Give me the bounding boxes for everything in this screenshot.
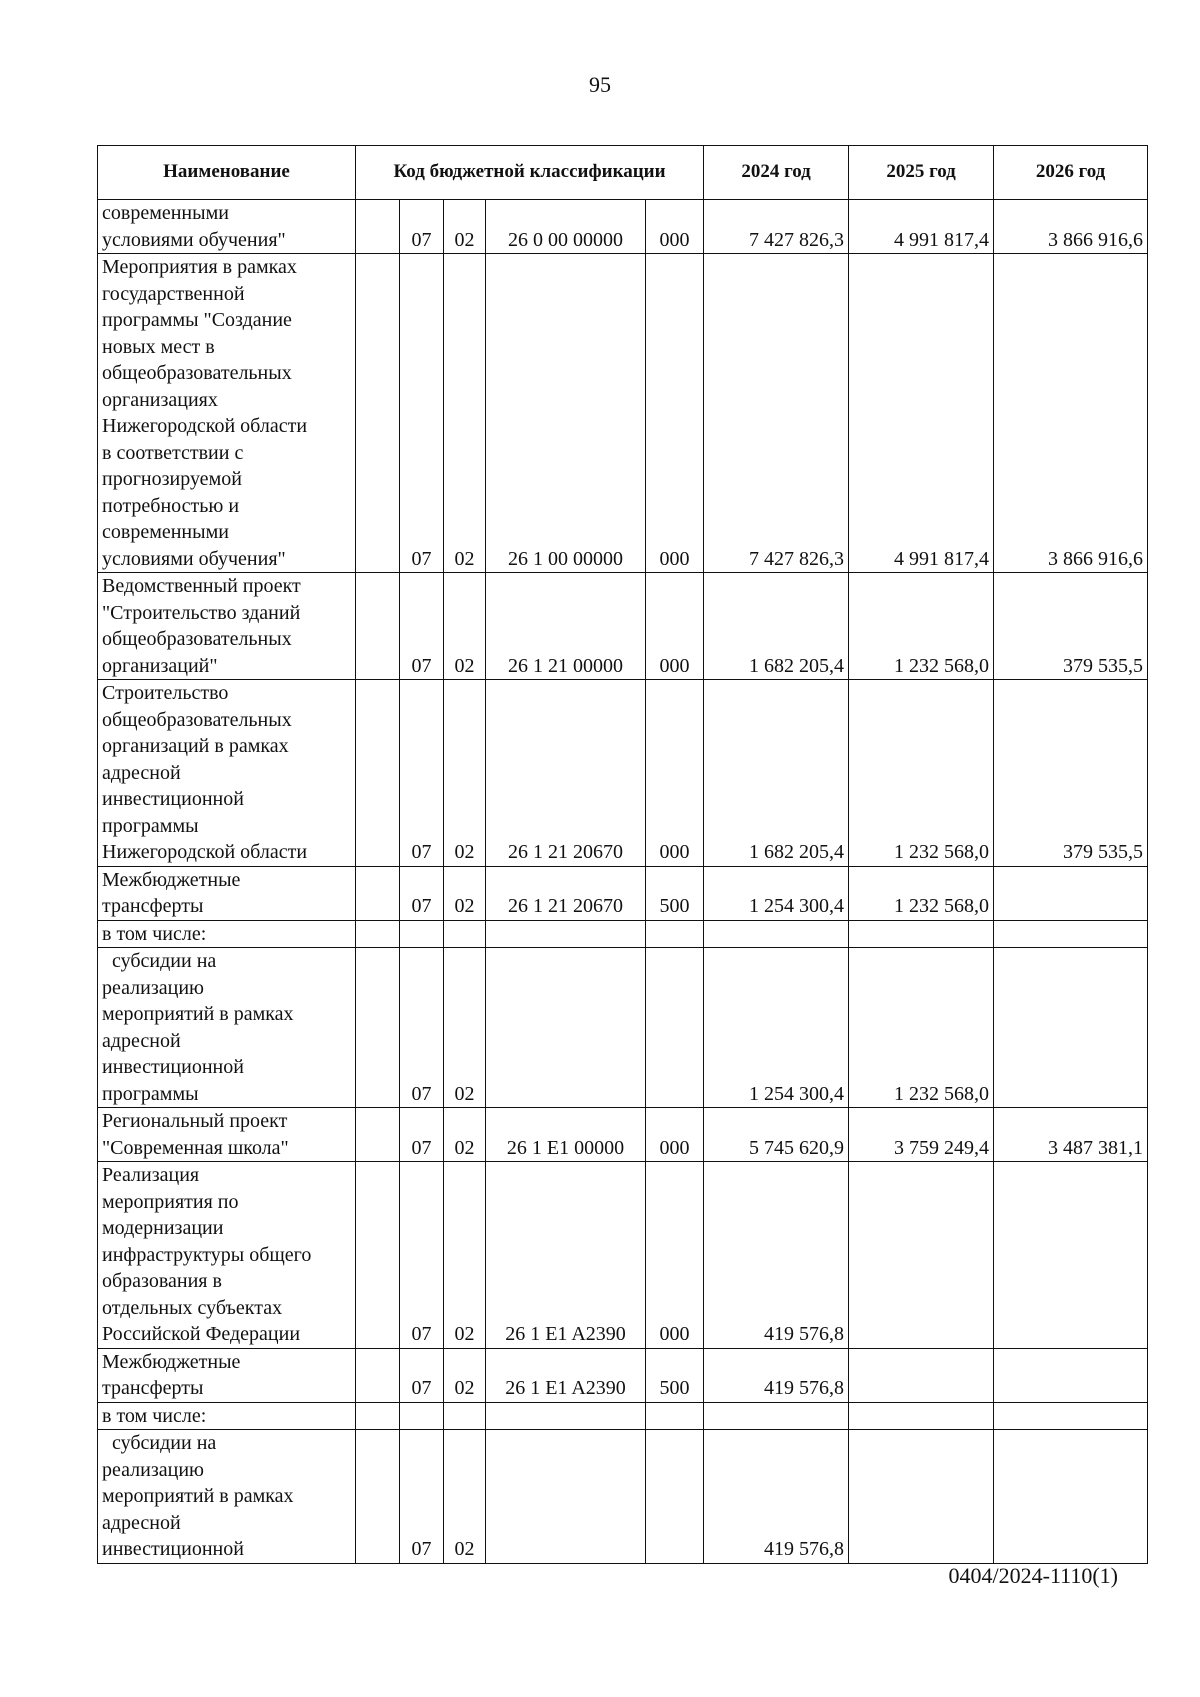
cell-2025 [849,1402,994,1430]
document-code: 0404/2024-1110(1) [948,1563,1118,1588]
cell-subsection: 02 [444,1430,486,1564]
cell-subsection: 02 [444,1108,486,1162]
cell-2026: 379 535,5 [994,680,1148,867]
cell-subsection: 02 [444,1162,486,1349]
table-row [98,948,1148,1108]
table-row [98,1162,1148,1349]
cell-2026: 3 487 381,1 [994,1108,1148,1162]
table-row [98,1430,1148,1564]
cell-section: 07 [400,254,444,573]
cell-section: 07 [400,573,444,680]
cell-2026 [994,1348,1148,1402]
cell-subsection: 02 [444,866,486,920]
cell-2025 [849,1162,994,1349]
cell-section: 07 [400,680,444,867]
table-row [98,680,1148,867]
table-row [98,920,1148,948]
cell-2026: 379 535,5 [994,573,1148,680]
cell-subsection [444,920,486,948]
cell-2026 [994,920,1148,948]
cell-expense-code [646,920,704,948]
cell-2026 [994,866,1148,920]
header-2024: 2024 год [704,146,849,200]
cell-target-code: 26 1 E1 A2390 [486,1348,646,1402]
cell-section: 07 [400,866,444,920]
cell-2024: 1 682 205,4 [704,573,849,680]
table-row [98,1108,1148,1162]
cell-2026 [994,1430,1148,1564]
cell-subsection [444,1402,486,1430]
cell-subsection: 02 [444,200,486,254]
cell-name: современными условиями обучения" [98,200,356,254]
cell-2024: 419 576,8 [704,1348,849,1402]
cell-section: 07 [400,1430,444,1564]
cell-2026 [994,1162,1148,1349]
page-number: 95 [589,72,611,97]
cell-name: Ведомственный проект "Строительство зданий общеобразовательных организаций" [98,573,356,680]
cell-name: субсидии на реализацию мероприятий в рамках адресной инвестиционной [98,1430,356,1564]
cell-name: Межбюджетные трансферты [98,866,356,920]
cell-expense-code: 000 [646,573,704,680]
cell-blank [356,1402,400,1430]
cell-2024: 419 576,8 [704,1162,849,1349]
cell-expense-code [646,1430,704,1564]
cell-2025: 1 232 568,0 [849,866,994,920]
cell-section: 07 [400,1348,444,1402]
cell-expense-code [646,948,704,1108]
cell-2025: 1 232 568,0 [849,680,994,867]
cell-name: Межбюджетные трансферты [98,1348,356,1402]
cell-2024: 1 682 205,4 [704,680,849,867]
cell-expense-code: 000 [646,254,704,573]
cell-2024 [704,920,849,948]
cell-section: 07 [400,1108,444,1162]
table-row [98,200,1148,254]
cell-2025: 1 232 568,0 [849,948,994,1108]
cell-2024 [704,1402,849,1430]
cell-blank [356,1348,400,1402]
cell-2024: 1 254 300,4 [704,948,849,1108]
cell-2024: 7 427 826,3 [704,200,849,254]
cell-target-code: 26 1 21 00000 [486,573,646,680]
header-code: Код бюджетной классификации [356,146,704,200]
cell-2025 [849,1348,994,1402]
cell-2025: 4 991 817,4 [849,254,994,573]
table-row [98,573,1148,680]
cell-blank [356,948,400,1108]
cell-expense-code: 000 [646,1162,704,1349]
cell-2024: 1 254 300,4 [704,866,849,920]
cell-2024: 7 427 826,3 [704,254,849,573]
cell-expense-code: 000 [646,200,704,254]
cell-section [400,920,444,948]
cell-name: Строительство общеобразовательных организаций в рамках адресной инвестиционной программы Нижегородской области [98,680,356,867]
cell-target-code [486,920,646,948]
cell-subsection: 02 [444,948,486,1108]
cell-target-code: 26 1 00 00000 [486,254,646,573]
table-row [98,1402,1148,1430]
header-name: Наименование [98,146,356,200]
cell-subsection: 02 [444,573,486,680]
cell-section: 07 [400,1162,444,1349]
cell-2025: 4 991 817,4 [849,200,994,254]
cell-blank [356,1430,400,1564]
cell-section: 07 [400,200,444,254]
cell-name: в том числе: [98,1402,356,1430]
table-row [98,866,1148,920]
cell-name: Региональный проект "Современная школа" [98,1108,356,1162]
header-2025: 2025 год [849,146,994,200]
cell-target-code: 26 1 21 20670 [486,866,646,920]
cell-2024: 419 576,8 [704,1430,849,1564]
cell-target-code: 26 0 00 00000 [486,200,646,254]
cell-blank [356,573,400,680]
cell-name: Реализация мероприятия по модернизации инфраструктуры общего образования в отдельных субъектах Российской Федерации [98,1162,356,1349]
cell-target-code [486,1430,646,1564]
cell-blank [356,866,400,920]
cell-blank [356,920,400,948]
cell-2026 [994,1402,1148,1430]
cell-subsection: 02 [444,254,486,573]
cell-target-code: 26 1 E1 A2390 [486,1162,646,1349]
cell-blank [356,680,400,867]
cell-2025 [849,920,994,948]
cell-2026 [994,948,1148,1108]
cell-2026: 3 866 916,6 [994,254,1148,573]
cell-name: Мероприятия в рамках государственной программы "Создание новых мест в общеобразовательных организациях Нижегородской области в соответствии с прогнозируемой потребностью и современными условиями обучения" [98,254,356,573]
cell-2025: 1 232 568,0 [849,573,994,680]
header-2026: 2026 год [994,146,1148,200]
cell-blank [356,1108,400,1162]
cell-target-code: 26 1 E1 00000 [486,1108,646,1162]
cell-expense-code: 000 [646,680,704,867]
cell-expense-code: 500 [646,866,704,920]
cell-blank [356,254,400,573]
budget-table [97,145,1148,1564]
cell-subsection: 02 [444,680,486,867]
table-row [98,1348,1148,1402]
cell-expense-code: 000 [646,1108,704,1162]
cell-name: субсидии на реализацию мероприятий в рамках адресной инвестиционной программы [98,948,356,1108]
table-row [98,254,1148,573]
table-header-row [98,146,1148,200]
cell-expense-code [646,1402,704,1430]
cell-section [400,1402,444,1430]
cell-2024: 5 745 620,9 [704,1108,849,1162]
cell-2026: 3 866 916,6 [994,200,1148,254]
cell-blank [356,200,400,254]
cell-subsection: 02 [444,1348,486,1402]
cell-blank [356,1162,400,1349]
cell-target-code [486,948,646,1108]
cell-section: 07 [400,948,444,1108]
cell-target-code: 26 1 21 20670 [486,680,646,867]
cell-2025: 3 759 249,4 [849,1108,994,1162]
cell-2025 [849,1430,994,1564]
cell-target-code [486,1402,646,1430]
cell-name: в том числе: [98,920,356,948]
cell-expense-code: 500 [646,1348,704,1402]
